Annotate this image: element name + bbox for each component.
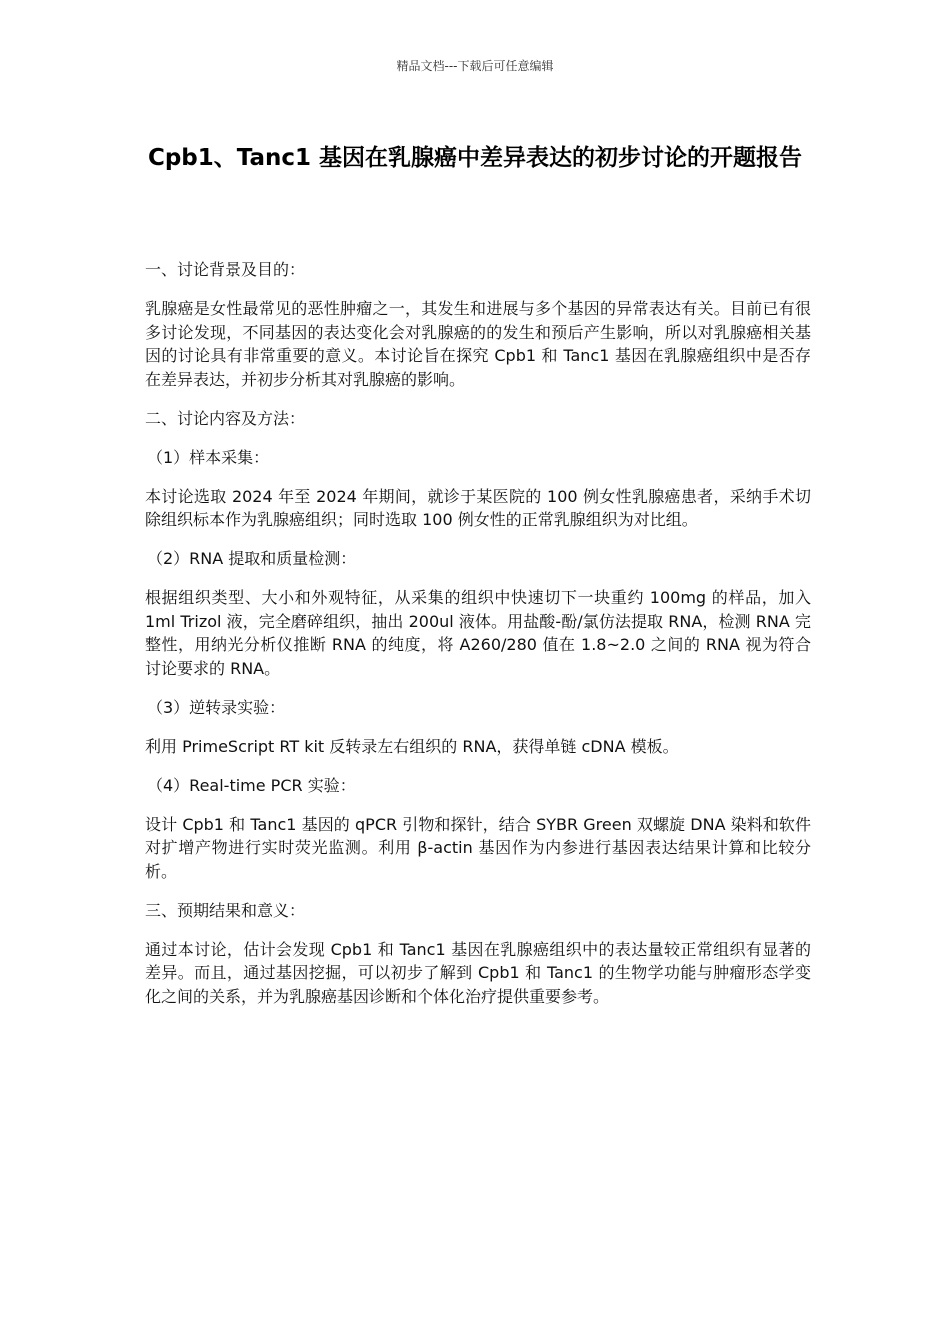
paragraph-realtime-pcr: 设计 Cpb1 和 Tanc1 基因的 qPCR 引物和探针，结合 SYBR Green 双螺旋 DNA 染料和软件对扩增产物进行实时荧光监测。利用 β-actin 基因作为内参进行基因表达结果计算和比较分析。 — [145, 814, 811, 881]
document-body — [145, 258, 811, 1024]
step-heading-realtime-pcr: （4）Real-time PCR 实验： — [147, 775, 356, 795]
section-heading-background: 一、讨论背景及目的： — [145, 260, 306, 279]
step-heading-sampling: （1）样本采集： — [147, 447, 270, 467]
document-title: Cpb1、Tanc1 基因在乳腺癌中差异表达的初步讨论的开题报告 — [147, 145, 803, 171]
paragraph-sampling: 本讨论选取 2024 年至 2024 年期间，就诊于某医院的 100 例女性乳腺癌患者，采纳手术切除组织标本作为乳腺癌组织；同时选取 100 例女性的正常乳腺组织为对比组。 — [145, 486, 811, 529]
section-heading-expected-results: 三、预期结果和意义： — [145, 900, 306, 920]
step-heading-reverse-transcription: （3）逆转录实验： — [147, 697, 286, 717]
section-heading-methods: 二、讨论内容及方法： — [145, 408, 306, 428]
step-heading-rna-extraction: （2）RNA 提取和质量检测： — [147, 549, 357, 568]
paragraph-background: 乳腺癌是女性最常见的恶性肿瘤之一，其发生和进展与多个基因的异常表达有关。目前已有很多讨论发现，不同基因的表达变化会对乳腺癌的的发生和预后产生影响，所以对乳腺癌相关基因的讨论具有非常重要的意义。本讨论旨在探究 Cpb1 和 Tanc1 基因在乳腺癌组织中是否存在差异表达，并初步分析其对乳腺癌的影响。 — [145, 299, 811, 389]
page-header: 精品文档---下载后可任意编辑 — [396, 59, 554, 73]
paragraph-reverse-transcription: 利用 PrimeScript RT kit 反转录左右组织的 RNA，获得单链 cDNA 模板。 — [145, 736, 679, 756]
paragraph-expected-results: 通过本讨论，估计会发现 Cpb1 和 Tanc1 基因在乳腺癌组织中的表达量较正常组织有显著的差异。而且，通过基因挖掘，可以初步了解到 Cpb1 和 Tanc1 的生物学功能与肿瘤形态学变化之间的关系，并为乳腺癌基因诊断和个体化治疗提供重要参考。 — [145, 939, 811, 1006]
paragraph-rna-extraction: 根据组织类型、大小和外观特征，从采集的组织中快速切下一块重约 100mg 的样品，加入 1ml Trizol 液，完全磨碎组织，抽出 200ul 液体。用盐酸-酚/氯仿法提取 RNA，检测 RNA 完整性，用纳光分析仪推断 RNA 的纯度，将 A260/280 值在 1.8~2.0 之间的 RNA 视为符合讨论要求的 RNA。 — [145, 588, 811, 678]
